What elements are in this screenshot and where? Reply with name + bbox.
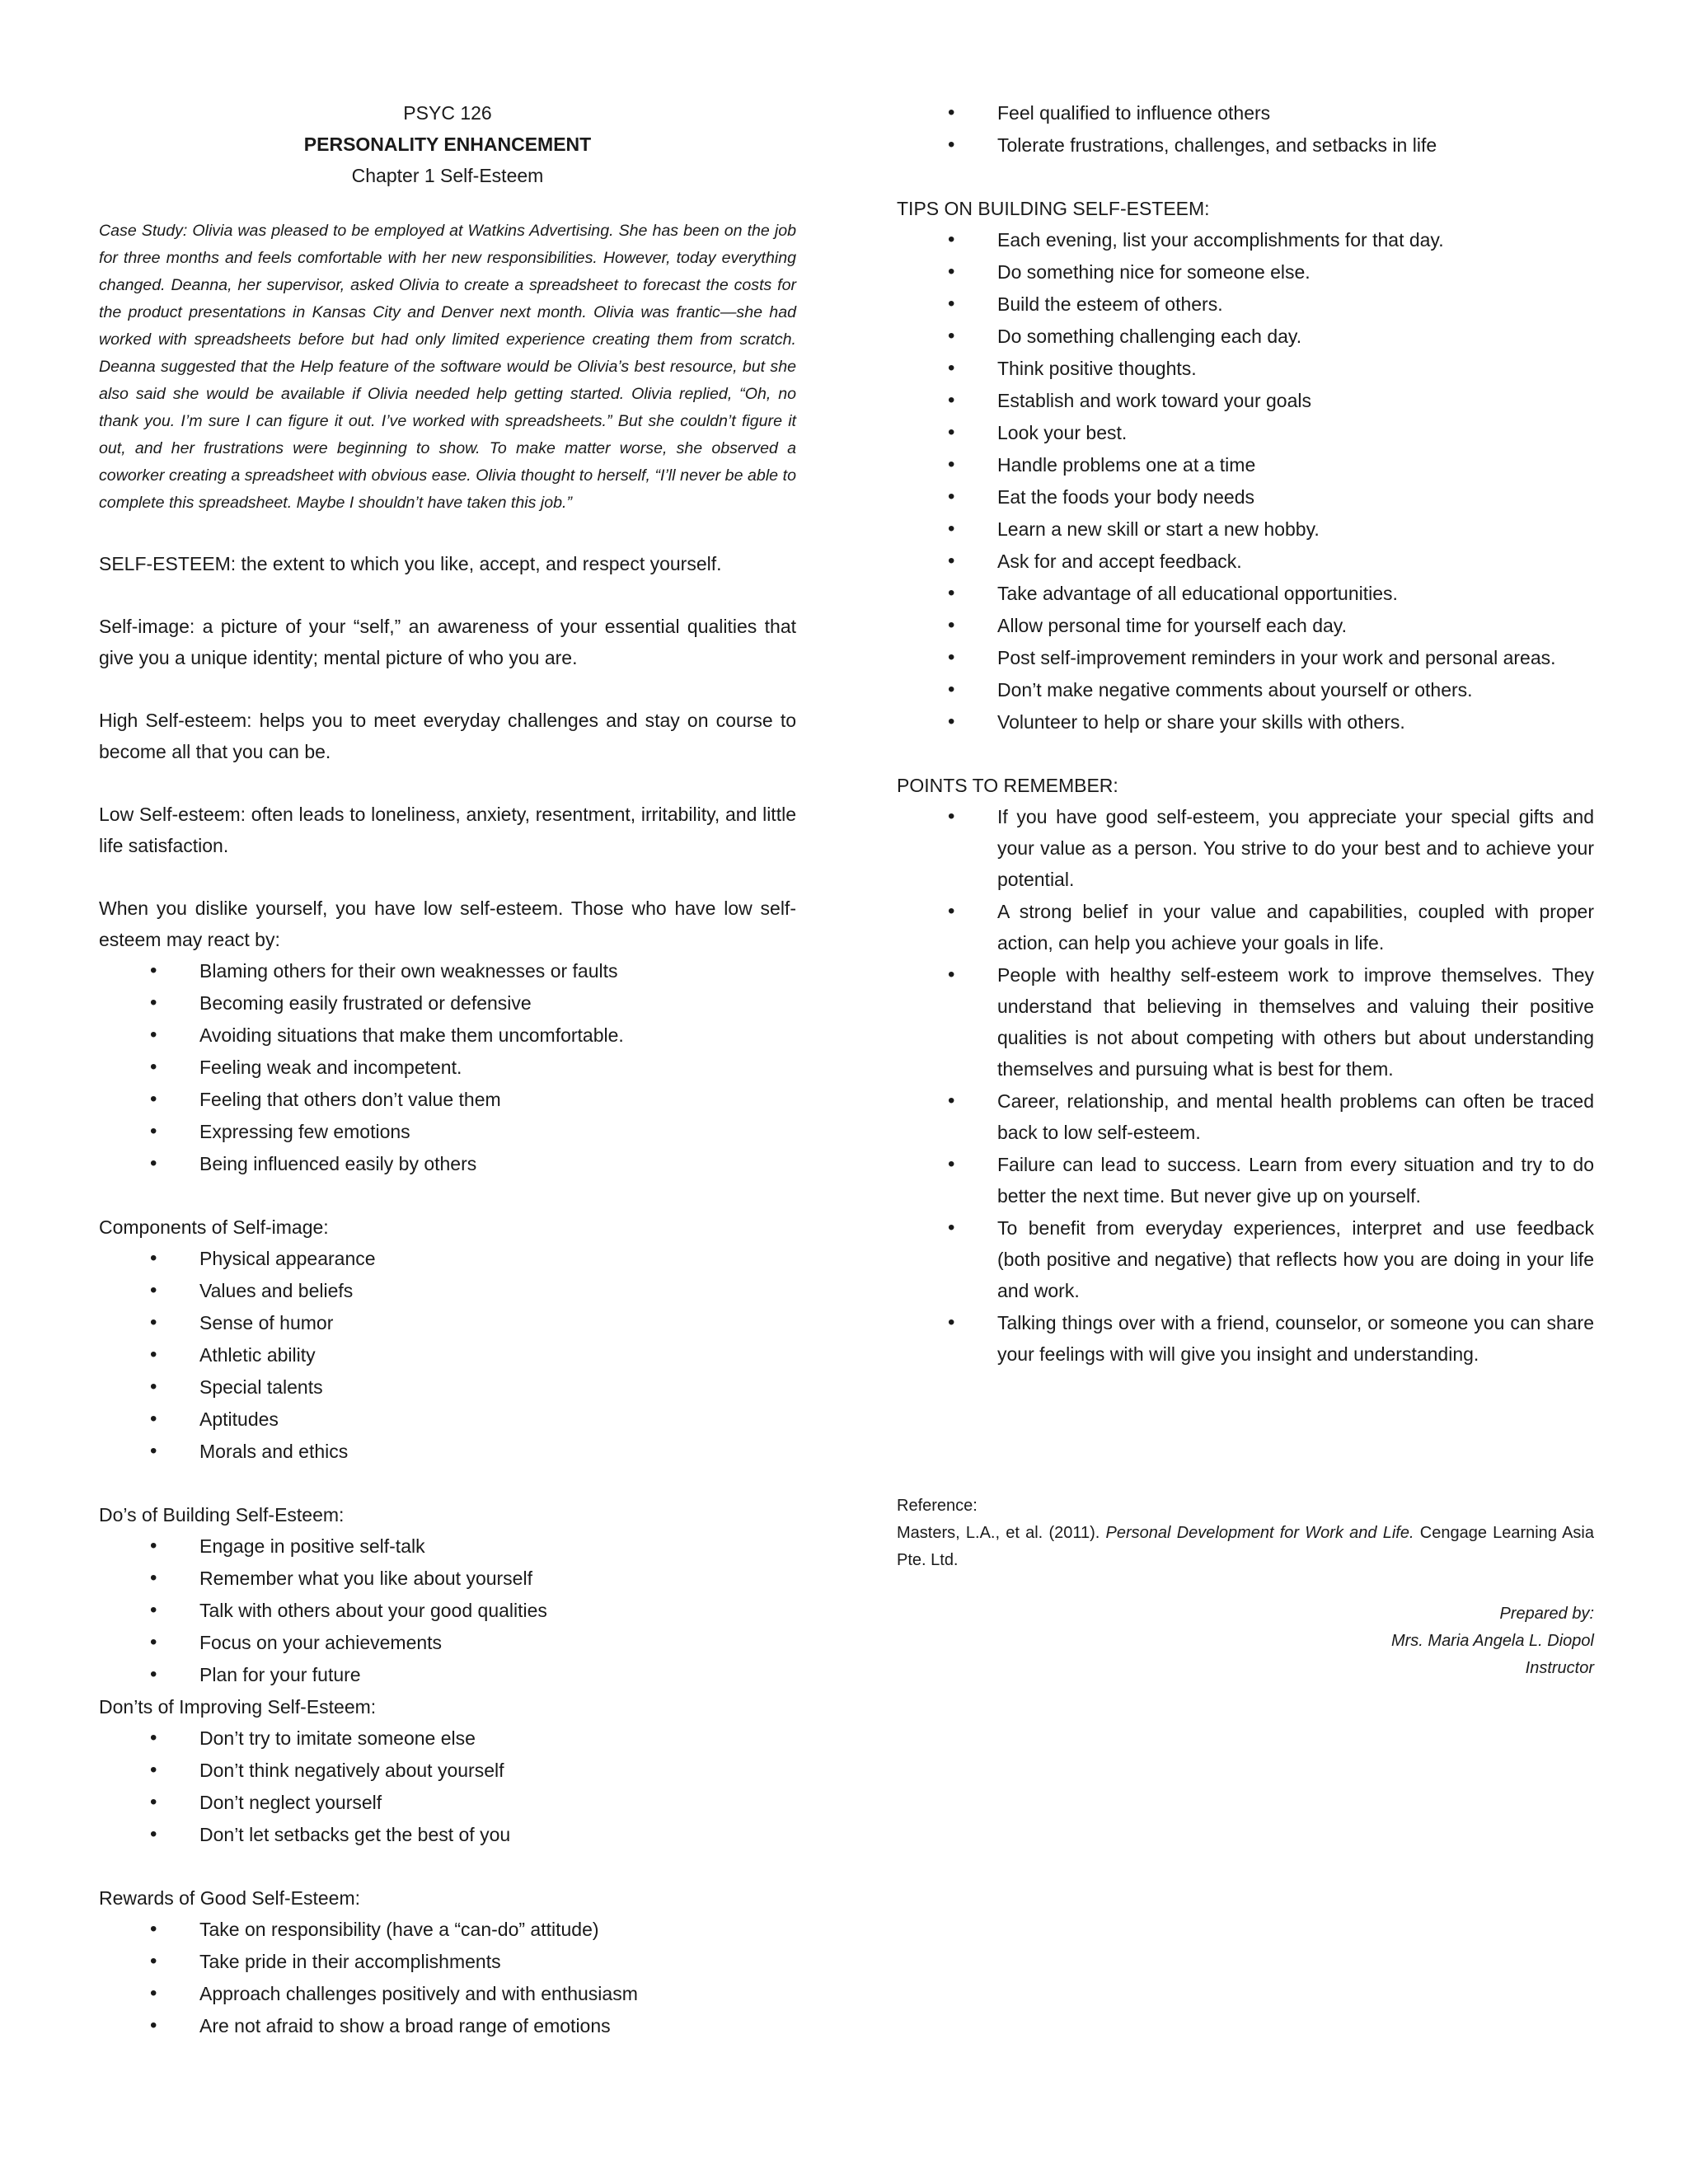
list-item: • Aptitudes xyxy=(199,1404,796,1435)
document-header xyxy=(99,97,796,191)
definition-high-self-esteem: High Self-esteem: helps you to meet everyday challenges and stay on course to become all that you can be. xyxy=(99,710,796,762)
donts-heading: Don’ts of Improving Self-Esteem: xyxy=(99,1696,377,1718)
points-list xyxy=(897,801,1594,1370)
reference-book-title: Personal Development for Work and Life. xyxy=(1105,1524,1414,1542)
points-heading: POINTS TO REMEMBER: xyxy=(897,775,1118,796)
list-item: • Feel qualified to influence others xyxy=(997,97,1594,129)
list-item: • Plan for your future xyxy=(199,1659,796,1690)
list-item: • Think positive thoughts. xyxy=(997,353,1594,384)
instructor-role: Instructor xyxy=(1525,1659,1594,1677)
list-item: • A strong belief in your value and capabilities, coupled with proper action, can help you achieve your goals in life. xyxy=(997,896,1594,958)
list-item: • Are not afraid to show a broad range of emotions xyxy=(199,2010,796,2041)
list-item: • Allow personal time for yourself each day. xyxy=(997,610,1594,641)
list-item: • Physical appearance xyxy=(199,1243,796,1274)
case-study: Case Study: Olivia was pleased to be employed at Watkins Advertising. She has been on the job for three months and feels comfortable with her new responsibilities. However, today everything changed. Deanna, her supervisor, asked Olivia to create a spreadsheet to forecast the costs for the product presentations in Kansas City and Denver next month. Olivia was frantic—she had worked with spreadsheets before but had only limited experience creating them from scratch. Deanna suggested that the Help feature of the software would be Olivia’s best resource, but she also said she would be available if Olivia needed help getting started. Olivia replied, “Oh, no thank you. I’m sure I can figure it out. I’ve worked with spreadsheets.” But she couldn’t figure it out, and her frustrations were beginning to show. To make matter worse, she observed a coworker creating a spreadsheet with obvious ease. Olivia thought to herself, “I’ll never be able to complete this spreadsheet. Maybe I shouldn’t have taken this job.” xyxy=(99,222,796,512)
list-item: • Remember what you like about yourself xyxy=(199,1563,796,1594)
list-item: • Athletic ability xyxy=(199,1339,796,1371)
list-item: • Ask for and accept feedback. xyxy=(997,546,1594,577)
list-item: • Approach challenges positively and with enthusiasm xyxy=(199,1978,796,2009)
list-item: • Don’t neglect yourself xyxy=(199,1787,796,1818)
list-item: • Being influenced easily by others xyxy=(199,1148,796,1179)
list-item: • People with healthy self-esteem work to improve themselves. They understand that believing in themselves and valuing their positive qualities is not about competing with others but about understanding themselves and pursuing what is best for them. xyxy=(997,959,1594,1085)
list-item: • To benefit from everyday experiences, interpret and use feedback (both positive and negative) that reflects how you are doing in your life and work. xyxy=(997,1212,1594,1306)
list-item: • Volunteer to help or share your skills with others. xyxy=(997,706,1594,738)
document-title: PERSONALITY ENHANCEMENT xyxy=(303,134,592,155)
low-reactions-intro: When you dislike yourself, you have low self-esteem. Those who have low self-esteem may react by: xyxy=(99,898,796,950)
definition-self-image: Self-image: a picture of your “self,” an awareness of your essential qualities that give you a unique identity; mental picture of who you are. xyxy=(99,616,796,668)
list-item: • Special talents xyxy=(199,1371,796,1403)
prepared-by-label: Prepared by: xyxy=(1499,1605,1594,1623)
list-item: • Take on responsibility (have a “can-do” attitude) xyxy=(199,1914,796,1945)
rewards-heading: Rewards of Good Self-Esteem: xyxy=(99,1887,361,1909)
list-item: • Eat the foods your body needs xyxy=(997,481,1594,513)
definition-self-esteem: SELF-ESTEEM: the extent to which you like, accept, and respect yourself. xyxy=(99,553,722,574)
list-item: • Blaming others for their own weaknesses or faults xyxy=(199,955,796,987)
list-item: • Engage in positive self-talk xyxy=(199,1530,796,1562)
list-item: • Do something challenging each day. xyxy=(997,321,1594,352)
dos-heading: Do’s of Building Self-Esteem: xyxy=(99,1504,345,1526)
donts-list xyxy=(99,1722,796,1850)
list-item: • Focus on your achievements xyxy=(199,1627,796,1658)
tips-list xyxy=(897,224,1594,738)
list-item: • Expressing few emotions xyxy=(199,1116,796,1147)
list-item: • Talking things over with a friend, counselor, or someone you can share your feelings with will give you insight and understanding. xyxy=(997,1307,1594,1370)
list-item: • Failure can lead to success. Learn from every situation and try to do better the next time. But never give up on yourself. xyxy=(997,1149,1594,1212)
list-item: • Do something nice for someone else. xyxy=(997,256,1594,288)
list-item: • Values and beliefs xyxy=(199,1275,796,1306)
list-item: • Career, relationship, and mental health problems can often be traced back to low self-esteem. xyxy=(997,1085,1594,1148)
reference-authors: Masters, L.A., et al. (2011). xyxy=(897,1524,1106,1542)
course-code: PSYC 126 xyxy=(403,102,492,124)
list-item: • Take advantage of all educational opportunities. xyxy=(997,578,1594,609)
list-item: • Build the esteem of others. xyxy=(997,288,1594,320)
prepared-by-block xyxy=(897,1601,1594,1682)
components-heading: Components of Self-image: xyxy=(99,1216,329,1238)
list-item: • Avoiding situations that make them uncomfortable. xyxy=(199,1019,796,1051)
list-item: • Don’t make negative comments about yourself or others. xyxy=(997,674,1594,705)
list-item: • Morals and ethics xyxy=(199,1436,796,1467)
reference-citation xyxy=(897,1520,1594,1574)
list-item: • Sense of humor xyxy=(199,1307,796,1338)
reference-label: Reference: xyxy=(897,1497,978,1515)
dos-list xyxy=(99,1530,796,1690)
list-item: • Don’t think negatively about yourself xyxy=(199,1755,796,1786)
list-item: • Talk with others about your good qualities xyxy=(199,1595,796,1626)
list-item: • Feeling weak and incompetent. xyxy=(199,1052,796,1083)
low-reactions-list xyxy=(99,955,796,1179)
right-column xyxy=(897,97,1594,1682)
components-list xyxy=(99,1243,796,1467)
instructor-name: Mrs. Maria Angela L. Diopol xyxy=(1390,1632,1594,1650)
reference-publisher: Cengage Learning Asia Pte. Ltd. xyxy=(897,1524,1594,1569)
list-item: • Each evening, list your accomplishments for that day. xyxy=(997,224,1594,255)
chapter-title: Chapter 1 Self-Esteem xyxy=(351,165,544,186)
definition-low-self-esteem: Low Self-esteem: often leads to loneliness, anxiety, resentment, irritability, and little life satisfaction. xyxy=(99,804,796,856)
left-column xyxy=(99,97,796,2042)
list-item: • Don’t let setbacks get the best of you xyxy=(199,1819,796,1850)
list-item: • Take pride in their accomplishments xyxy=(199,1946,796,1977)
list-item: • Tolerate frustrations, challenges, and setbacks in life xyxy=(997,129,1594,161)
list-item: • If you have good self-esteem, you appreciate your special gifts and your value as a person. You strive to do your best and to achieve your potential. xyxy=(997,801,1594,895)
list-item: • Becoming easily frustrated or defensive xyxy=(199,987,796,1019)
list-item: • Look your best. xyxy=(997,417,1594,448)
list-item: • Establish and work toward your goals xyxy=(997,385,1594,416)
list-item: • Learn a new skill or start a new hobby. xyxy=(997,513,1594,545)
list-item: • Feeling that others don’t value them xyxy=(199,1084,796,1115)
list-item: • Don’t try to imitate someone else xyxy=(199,1722,796,1754)
rewards-list-part-1 xyxy=(99,1914,796,2041)
tips-heading: TIPS ON BUILDING SELF-ESTEEM: xyxy=(897,198,1210,219)
rewards-list-part-2 xyxy=(897,97,1594,161)
list-item: • Post self-improvement reminders in your work and personal areas. xyxy=(997,642,1594,673)
list-item: • Handle problems one at a time xyxy=(997,449,1594,480)
